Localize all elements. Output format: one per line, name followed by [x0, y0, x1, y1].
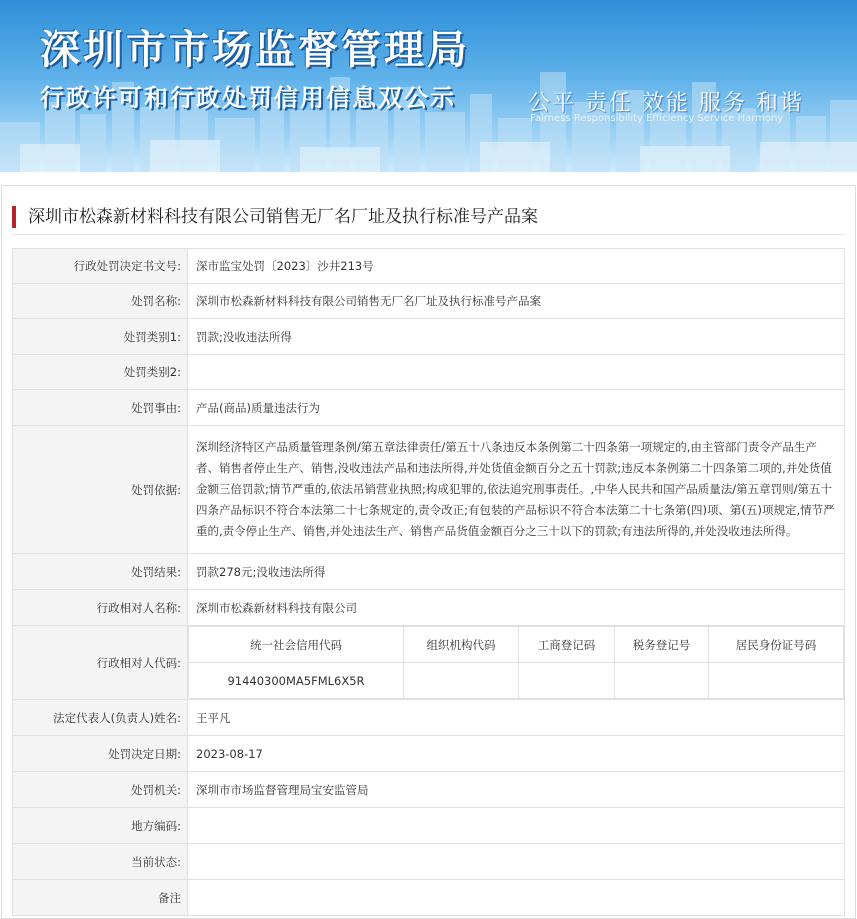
code-cell	[188, 626, 845, 700]
table-row	[13, 355, 845, 390]
row-value: 王平凡	[188, 700, 845, 736]
row-value: 深市监宝处罚〔2023〕沙井213号	[188, 249, 845, 284]
table-row	[13, 319, 845, 355]
code-value: 91440300MA5FML6X5R	[189, 663, 404, 699]
code-header: 税务登记号	[615, 627, 709, 663]
table-row	[13, 880, 845, 916]
row-value: 罚款;没收违法所得	[188, 319, 845, 355]
row-value: 深圳市松森新材料科技有限公司	[188, 590, 845, 626]
table-row	[13, 844, 845, 880]
code-value	[615, 663, 709, 699]
site-title: 深圳市市场监督管理局	[40, 27, 470, 73]
row-value	[188, 880, 845, 916]
codes-subtable	[188, 626, 844, 699]
slogan-chinese: 公平 责任 效能 服务 和谐	[528, 91, 804, 116]
row-value: 产品(商品)质量违法行为	[188, 390, 845, 426]
row-label: 处罚类别1:	[13, 319, 188, 355]
code-header: 统一社会信用代码	[189, 627, 404, 663]
code-header: 居民身份证号码	[709, 627, 844, 663]
code-value	[709, 663, 844, 699]
case-detail-panel	[1, 185, 856, 919]
row-value	[188, 808, 845, 844]
row-label: 备注	[13, 880, 188, 916]
code-value	[519, 663, 615, 699]
table-row	[13, 554, 845, 590]
row-value: 罚款278元;没收违法所得	[188, 554, 845, 590]
row-value: 深圳市松森新材料科技有限公司销售无厂名厂址及执行标准号产品案	[188, 284, 845, 319]
case-info-table	[12, 248, 845, 916]
row-label: 处罚决定日期:	[13, 736, 188, 772]
table-row	[13, 590, 845, 626]
row-label: 地方编码:	[13, 808, 188, 844]
row-label: 处罚名称:	[13, 284, 188, 319]
site-subtitle: 行政许可和行政处罚信用信息双公示	[40, 84, 456, 112]
row-label: 行政相对人名称:	[13, 590, 188, 626]
row-label: 处罚结果:	[13, 554, 188, 590]
table-row	[13, 426, 845, 554]
table-row	[13, 700, 845, 736]
table-row	[13, 736, 845, 772]
row-value: 深圳市市场监督管理局宝安监管局	[188, 772, 845, 808]
table-row	[13, 772, 845, 808]
header-banner	[0, 0, 857, 172]
row-value	[188, 355, 845, 390]
row-label: 行政相对人代码:	[13, 626, 188, 700]
case-title: 深圳市松森新材料科技有限公司销售无厂名厂址及执行标准号产品案	[12, 206, 538, 228]
row-label: 处罚事由:	[13, 390, 188, 426]
row-value: 2023-08-17	[188, 736, 845, 772]
table-row	[13, 284, 845, 319]
code-header: 组织机构代码	[404, 627, 519, 663]
code-value	[404, 663, 519, 699]
title-divider	[12, 234, 845, 235]
row-value	[188, 844, 845, 880]
row-label: 处罚依据:	[13, 426, 188, 554]
row-label: 法定代表人(负责人)姓名:	[13, 700, 188, 736]
row-label: 处罚类别2:	[13, 355, 188, 390]
row-value: 深圳经济特区产品质量管理条例/第五章法律责任/第五十八条违反本条例第二十四条第一项规定的,由主管部门责令产品生产者、销售者停止生产、销售,没收违法产品和违法所得,并处货值金额百分之五十罚款;违反本条例第二十四条第二项的,并处货值金额三倍罚款;情节严重的,依法吊销营业执照;构成犯罪的,依法追究刑事责任。,中华人民共和国产品质量法/第五章罚则/第五十四条产品标识不符合本法第二十七条规定的,责令改正;有包装的产品标识不符合本法第二十七条第(四)项、第(五)项规定,情节严重的,责令停止生产、销售,并处违法生产、销售产品货值金额百分之三十以下的罚款;有违法所得的,并处没收违法所得。	[188, 426, 845, 554]
row-label: 当前状态:	[13, 844, 188, 880]
row-label: 处罚机关:	[13, 772, 188, 808]
table-row	[13, 626, 845, 700]
row-label: 行政处罚决定书文号:	[13, 249, 188, 284]
table-row	[13, 808, 845, 844]
table-row	[13, 390, 845, 426]
code-header: 工商登记码	[519, 627, 615, 663]
table-row	[13, 249, 845, 284]
slogan-english: Fairness Responsibility Efficiency Service Harmony	[530, 113, 784, 124]
